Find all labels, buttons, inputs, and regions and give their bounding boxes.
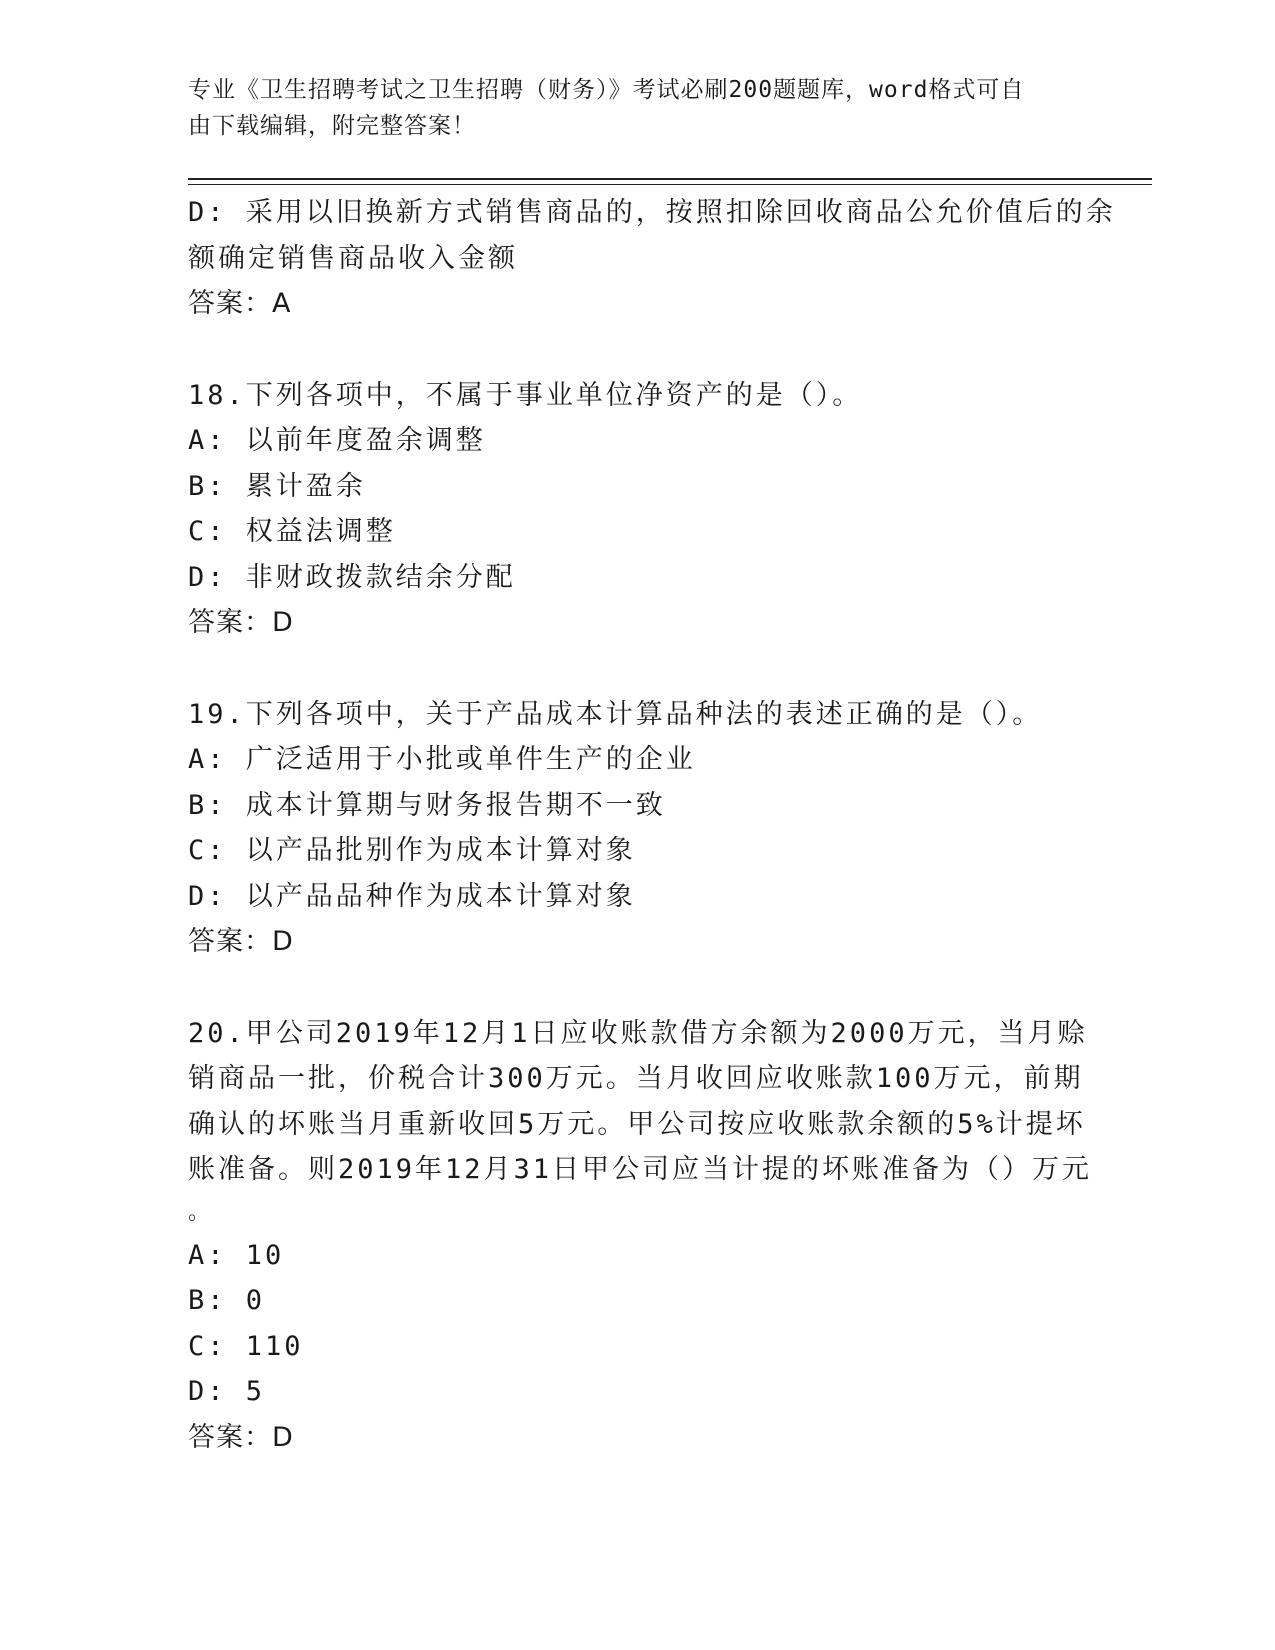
header-line-1: 专业《卫生招聘考试之卫生招聘（财务）》考试必刷200题题库，word格式可自: [188, 77, 1025, 103]
option-a: A: 以前年度盈余调整: [188, 425, 486, 456]
option-a: A: 10: [188, 1239, 285, 1271]
question-stem-line-4: 账准备。则2019年12月31日甲公司应当计提的坏账准备为（）万元: [188, 1154, 1093, 1185]
option-d: D: 非财政拨款结余分配: [188, 561, 516, 593]
previous-question-tail: [188, 190, 1116, 327]
document-header: [188, 72, 1068, 144]
question-18: [188, 373, 1088, 646]
answer-line: 答案：A: [188, 288, 292, 319]
option-c: C: 以产品批别作为成本计算对象: [188, 835, 636, 866]
question-19: [188, 692, 1088, 965]
option-b: B: 成本计算期与财务报告期不一致: [188, 789, 666, 821]
header-rule-thick: [188, 178, 1152, 180]
option-d: D: 以产品品种作为成本计算对象: [188, 880, 636, 912]
question-stem: 19.下列各项中，关于产品成本计算品种法的表述正确的是（）。: [188, 698, 1043, 730]
question-stem: 18.下列各项中，不属于事业单位净资产的是（）。: [188, 379, 863, 411]
option-b: B: 累计盈余: [188, 470, 366, 502]
question-stem-tail: 。: [188, 1199, 214, 1225]
question-stem-line-1: 20.甲公司2019年12月1日应收账款借方余额为2000万元，当月赊: [188, 1017, 1088, 1049]
option-c: C: 权益法调整: [188, 516, 396, 547]
question-content: [188, 190, 1116, 1460]
answer-line: 答案：D: [188, 926, 294, 957]
spacer: [188, 327, 1088, 373]
option-c: C: 110: [188, 1330, 304, 1362]
option-a: A: 广泛适用于小批或单件生产的企业: [188, 744, 696, 775]
header-line-2: 由下载编辑，附完整答案！: [188, 113, 476, 139]
question-stem-line-3: 确认的坏账当月重新收回5万元。甲公司按应收账款余额的5%计提坏: [188, 1108, 1086, 1140]
header-rule-thin: [188, 184, 1152, 185]
question-20: [188, 1011, 1093, 1461]
option-d-line-2: 额确定销售商品收入金额: [188, 242, 518, 274]
answer-line: 答案：D: [188, 607, 294, 638]
spacer: [188, 646, 1088, 692]
spacer: [188, 965, 1088, 1011]
option-d: D: 5: [188, 1376, 266, 1407]
answer-line: 答案：D: [188, 1421, 294, 1453]
option-d-line-1: D: 采用以旧换新方式销售商品的，按照扣除回收商品公允价值后的余: [188, 197, 1116, 228]
question-stem-line-2: 销商品一批，价税合计300万元。当月收回应收账款100万元，前期: [188, 1063, 1084, 1094]
option-b: B: 0: [188, 1285, 266, 1316]
